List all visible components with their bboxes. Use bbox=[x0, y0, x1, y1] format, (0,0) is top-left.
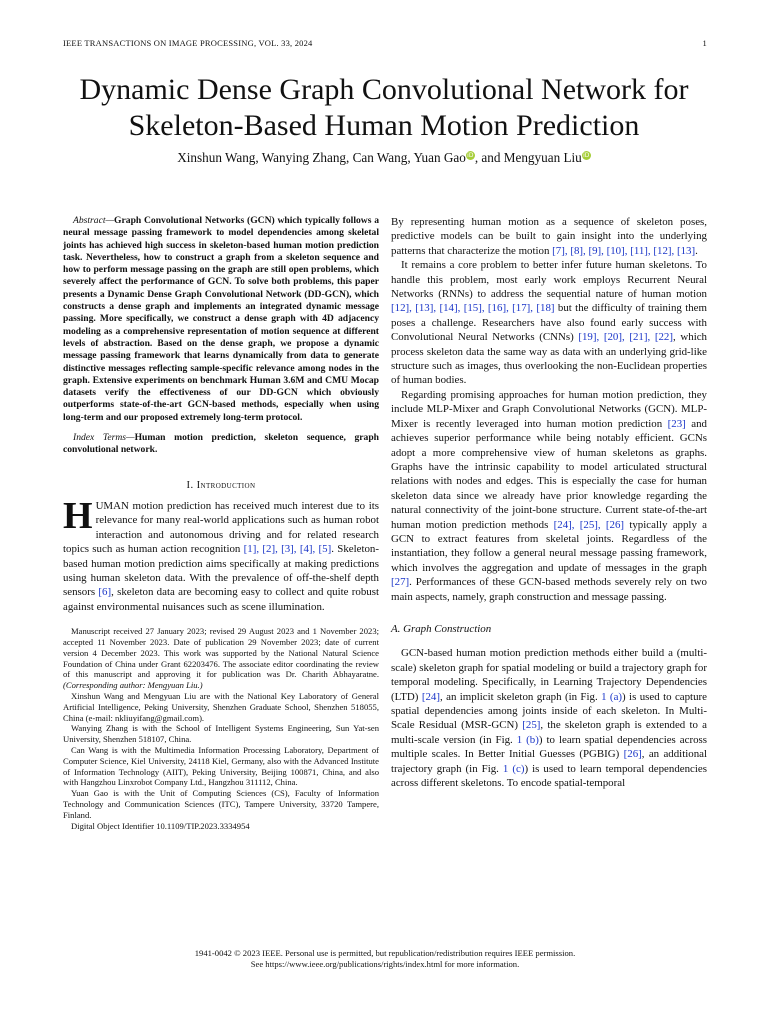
citation-link[interactable]: [12], [13], [14], [15], [16], [17], [18] bbox=[391, 302, 555, 315]
copyright-line-1: 1941-0042 © 2023 IEEE. Personal use is permitted, but republication/redistribution requires IEEE permission. bbox=[194, 948, 576, 958]
orcid-icon[interactable]: iD bbox=[467, 151, 474, 159]
index-terms bbox=[63, 432, 379, 457]
paragraph bbox=[391, 258, 707, 388]
citation-link[interactable]: [1], [2], [3], [4], [5] bbox=[243, 543, 332, 556]
citation-link[interactable]: [25] bbox=[522, 719, 541, 732]
section-heading-introduction: I. Introduction bbox=[186, 479, 256, 491]
citation-link[interactable]: [19], [20], [21], [22] bbox=[578, 331, 674, 344]
body-text: . bbox=[695, 244, 698, 257]
footnote-affiliation-3: Can Wang is with the Multimedia Information Processing Laboratory, Department of Computer Science, Kiel University, 24118 Kiel, Germany, also with the Advanced Institute of Information Technology (AIIT), Peking University, Beijing 100871, China, and also with Hangzhou Linxrobot Company Ltd., Hangzhou 311112, China. bbox=[63, 745, 379, 788]
authors-names-1: Xinshun Wang, Wanying Zhang, Can Wang, Yuan Gao bbox=[177, 150, 466, 165]
body-text: but the difficulty of training them poses a challenge. Researchers have also found early success with Convolutional Neural Networks (CNNs) bbox=[391, 302, 707, 344]
body-text: , the skeleton graph is extended to a multi-scale version (in Fig. bbox=[391, 719, 707, 746]
citation-link[interactable]: [26] bbox=[623, 748, 642, 761]
title-line-2: Skeleton-Based Human Motion Prediction bbox=[128, 109, 640, 142]
body-text: . Performances of these GCN-based methods severely rely on two main aspects, namely, graph construction and message passing. bbox=[391, 576, 707, 603]
subsection-heading: A. Graph Construction bbox=[391, 622, 492, 635]
citation-link[interactable]: [23] bbox=[667, 417, 686, 430]
doi: Digital Object Identifier 10.1109/TIP.2023.3334954 bbox=[71, 820, 250, 831]
journal-header: IEEE TRANSACTIONS ON IMAGE PROCESSING, VOL. 33, 2024 bbox=[63, 38, 313, 48]
footnote-affiliation-4: Yuan Gao is with the Unit of Computing Sciences (CS), Faculty of Information Technology and Communication Sciences (ITC), Tampere University, 33720 Tampere, Finland. bbox=[63, 788, 379, 820]
intro-paragraph bbox=[63, 495, 380, 614]
left-column bbox=[63, 215, 379, 831]
orcid-icon[interactable]: iD bbox=[583, 151, 590, 159]
body-text: ) to learn spatial dependencies across multiple scales. In Better Initial Guesses (PGBIG) bbox=[391, 733, 707, 761]
intro-text: . Skeleton-based human motion prediction aims specifically at making predictions using human skeleton data. With the prevalence of off-the-shelf depth sensors bbox=[63, 543, 380, 599]
body-text: typically apply a GCN to extract features from skeletal joints. Regardless of the instantiation, they follow a general neural message passing framework, which involves the aggregation and update of messages in the graph bbox=[391, 518, 708, 574]
authors-names-2: , and Mengyuan Liu bbox=[474, 150, 582, 165]
body-text: , an implicit skeleton graph (in Fig. bbox=[439, 690, 602, 703]
index-terms-lead: Index Terms— bbox=[73, 432, 135, 444]
body-text: , which process skeleton data the same way as data with an underlying grid-like structure such as images, thus overlooking the non-Euclidean properties of human bodies. bbox=[391, 331, 707, 387]
body-text: , an additional trajectory graph (in Fig. bbox=[391, 748, 708, 775]
intro-text: UMAN motion prediction has received much interest due to its relevance for many real-world applications such as human robot interaction and autonomous driving and for related research topics such as human action recognition bbox=[63, 500, 379, 556]
footnotes bbox=[63, 626, 379, 831]
body-text: By representing human motion as a sequence of skeleton poses, predictive models can be built to gain insight into the underlying patterns that characterize the motion bbox=[391, 216, 707, 257]
author-list bbox=[40, 150, 728, 166]
figure-link[interactable]: 1 (b) bbox=[516, 733, 539, 746]
abstract bbox=[63, 215, 379, 424]
copyright-line-2: See https://www.ieee.org/publications/rights/index.html for more information. bbox=[250, 959, 520, 969]
body-text: and achieves superior performance while being notably efficient. GCNs adopt a more comprehensive view of human skeletons as graphs. Graphs have the intrinsic capability to model articulated structural relations with nodes and edges. This is especially the case for human skeleton data since we already have prior knowledge regarding the natural connectivity of the joint-bone structure. Current state-of-the-art human motion prediction methods bbox=[391, 417, 707, 531]
abstract-text: Graph Convolutional Networks (GCN) which typically follows a neural message passing framework to model dependencies among skeletal joints has achieved high success in skeleton-based human motion prediction task. Nevertheless, how to construct a graph from a skeleton sequence and how to perform message passing on the graph are still open problems, which severely affect the performance of GCN. To solve both problems, this paper presents a Dynamic Dense Graph Convolutional Network (DD-GCN), which constructs a dense graph and implements an integrated dynamic message passing. More specifically, we construct a dense graph with 4D adjacency modeling as a comprehensive representation of motion sequence at different levels of abstraction. Based on the dense graph, we propose a dynamic message passing framework that learns dynamically from data to generate distinctive messages reflecting sample-specific relevance among nodes in the graph. Extensive experiments on benchmark Human 3.6M and CMU Mocap datasets verify the effectiveness of our DD-GCN which obviously outperforms state-of-the-art GCN-based methods, especially when using long-term and our proposed extremely long-term protocol. bbox=[63, 215, 379, 423]
copyright-notice bbox=[63, 948, 707, 970]
body-text: ) is used to learn temporal dependencies across different skeletons. To encode spatial-temporal bbox=[391, 762, 707, 790]
paper-title bbox=[40, 72, 728, 144]
figure-link[interactable]: 1 (c) bbox=[502, 762, 525, 775]
footnote-affiliation-2: Wanying Zhang is with the School of Intelligent Systems Engineering, Sun Yat-sen University, Shenzhen 518107, China. bbox=[63, 723, 379, 745]
citation-link[interactable]: [7], [8], [9], [10], [11], [12], [13] bbox=[552, 244, 696, 257]
paragraph bbox=[391, 388, 707, 604]
citation-link[interactable]: [24], [25], [26] bbox=[553, 518, 625, 531]
figure-link[interactable]: 1 (a) bbox=[601, 690, 623, 703]
body-text: ) is used to capture spatial dependencies among joints inside of each skeleton. In Multi-Scale Residual (MSR-GCN) bbox=[391, 690, 707, 732]
abstract-lead: Abstract— bbox=[73, 215, 115, 226]
citation-link[interactable]: [24] bbox=[421, 690, 440, 703]
page-number: 1 bbox=[702, 38, 707, 48]
body-text: Regarding promising approaches for human motion prediction, they include MLP-Mixer and Graph Convolutional Networks (GCN). MLP-Mixer is recently leveraged into human motion prediction bbox=[391, 388, 707, 430]
running-head bbox=[63, 38, 707, 48]
footnote-manuscript bbox=[63, 626, 379, 691]
corresponding-author: (Corresponding author: Mengyuan Liu.) bbox=[63, 680, 203, 691]
drop-cap: H bbox=[63, 495, 93, 538]
citation-link[interactable]: [27] bbox=[391, 576, 410, 589]
title-line-1: Dynamic Dense Graph Convolutional Network for bbox=[79, 73, 689, 106]
index-terms-text: Human motion prediction, skeleton sequence, graph convolutional network. bbox=[63, 432, 380, 456]
footnote-affiliation-1: Xinshun Wang and Mengyuan Liu are with the National Key Laboratory of General Artificial Intelligence, Peking University, Shenzhen Graduate School, Shenzhen 518055, China (e-mail: nkliuyifang@gmail.com). bbox=[63, 691, 379, 723]
intro-text: , skeleton data are becoming easy to collect and quite robust against environmental nuisances such as scene illumination. bbox=[63, 586, 379, 613]
citation-link[interactable]: [6] bbox=[98, 586, 112, 599]
body-text: It remains a core problem to better infer future human skeletons. To handle this problem, most early work employs Recurrent Neural Networks (RNNs) to address the sequential nature of human motion bbox=[391, 259, 707, 301]
body-text: GCN-based human motion prediction methods either build a (multi-scale) skeleton graph for spatial modeling or build a trajectory graph for temporal modeling. Specifically, in Learning Trajectory Dependencies (LTD) bbox=[391, 647, 707, 703]
right-column bbox=[391, 215, 707, 790]
paragraph bbox=[391, 646, 707, 790]
footnote-text: Manuscript received 27 January 2023; revised 29 August 2023 and 1 November 2023; accepted 11 November 2023. Date of publication 29 November 2023; date of current version 4 December 2023. This work was supported by the National Natural Science Foundation of China under Grant 62203476. The associate editor coordinating the review of this manuscript and approving it for publication was Dr. Charith Abhayaratne. bbox=[63, 626, 379, 680]
paragraph bbox=[391, 215, 707, 258]
